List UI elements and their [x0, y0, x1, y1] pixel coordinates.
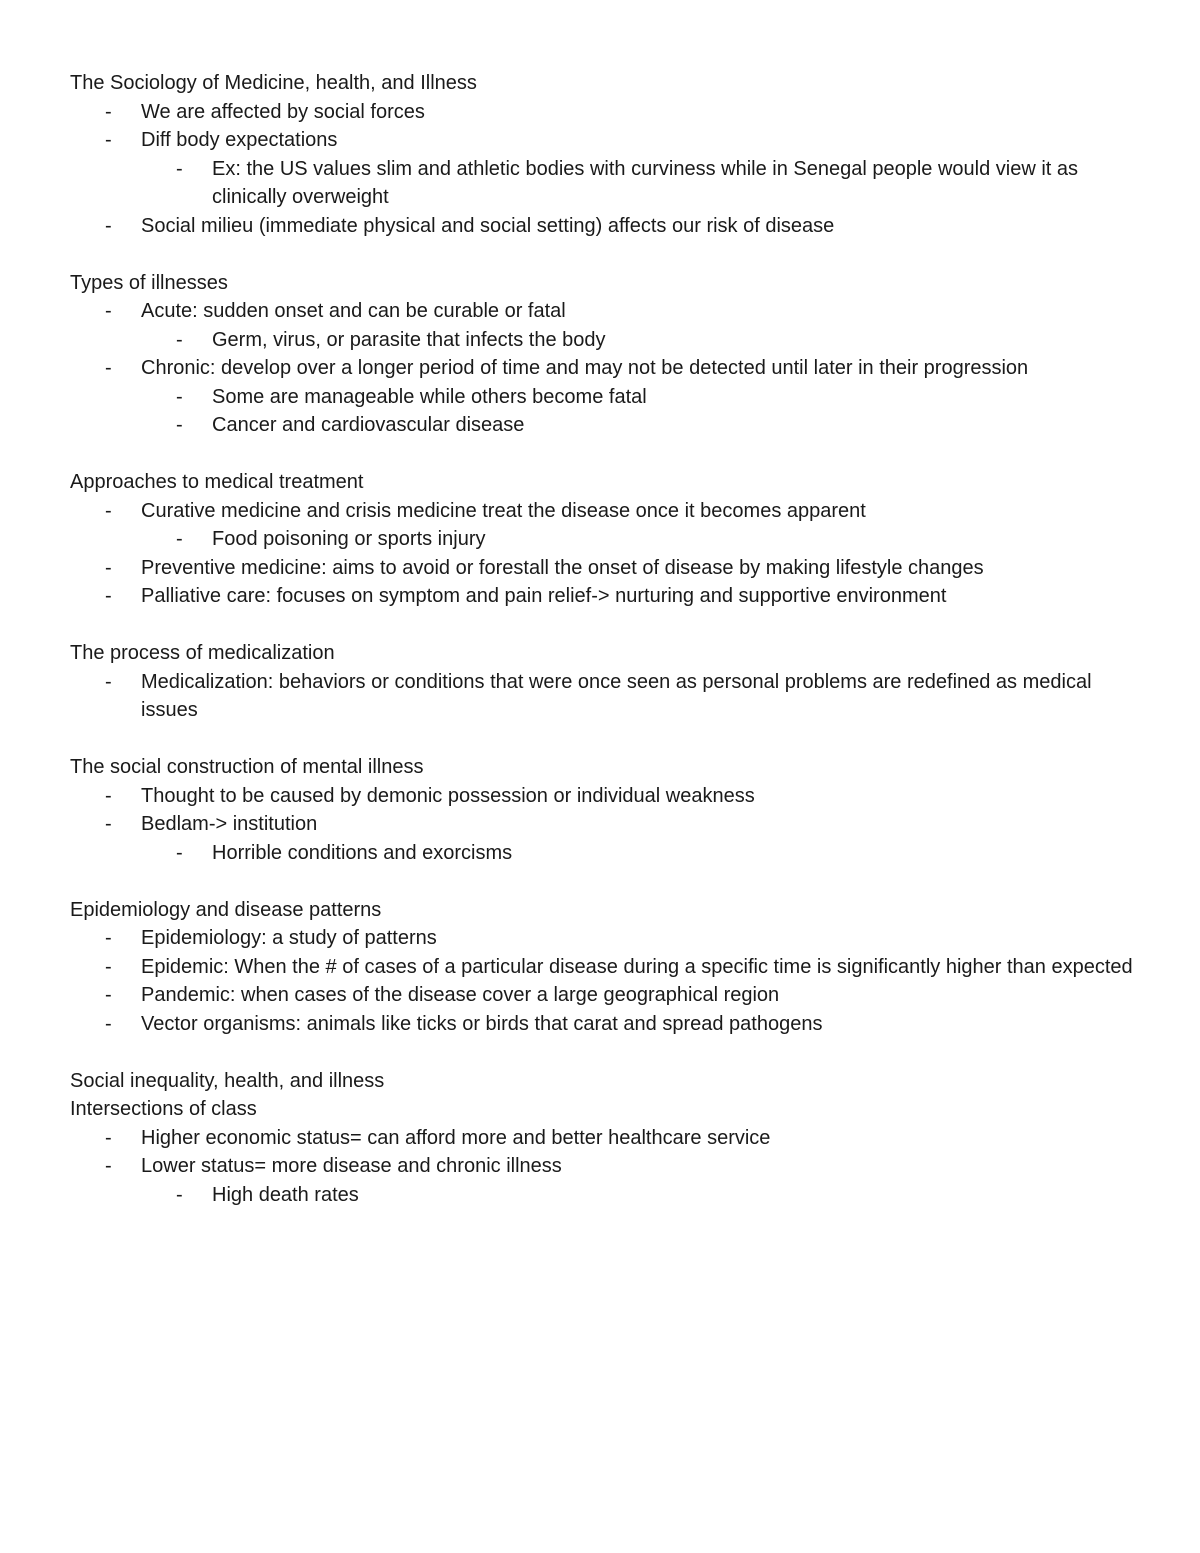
dash-marker: - [105, 129, 112, 151]
dash-marker: - [105, 784, 112, 807]
dash-marker: - [176, 328, 183, 351]
bullet-list [70, 497, 1140, 611]
note-section [70, 753, 1140, 867]
bullet-item [70, 981, 1140, 1010]
dash-marker: - [176, 385, 183, 408]
bullet-text: Palliative care: focuses on symptom and pain relief-> nurturing and supportive environment [141, 585, 947, 607]
bullet-text: Ex: the US values slim and athletic bodies with curviness while in Senegal people would view it as clinically overweight [212, 157, 1079, 208]
bullet-list [70, 782, 1140, 868]
bullet-item [70, 497, 1140, 526]
bullet-text: Horrible conditions and exorcisms [212, 841, 513, 864]
bullet-item [70, 924, 1140, 953]
bullet-text: Epidemiology: a study of patterns [141, 927, 437, 949]
bullet-text: High death rates [212, 1183, 359, 1206]
bullet-text: Germ, virus, or parasite that infects the body [212, 328, 606, 351]
bullet-item [70, 354, 1140, 383]
dash-marker: - [105, 984, 112, 1006]
bullet-item [70, 212, 1140, 241]
bullet-text: Some are manageable while others become fatal [212, 385, 647, 408]
dash-marker: - [105, 927, 112, 949]
bullet-text: Higher economic status= can afford more and better healthcare service [141, 1126, 771, 1149]
section-heading: The social construction of mental illness [70, 756, 424, 778]
section-heading: Approaches to medical treatment [70, 471, 364, 493]
bullet-text: Pandemic: when cases of the disease cover a large geographical region [141, 984, 780, 1006]
bullet-item [70, 1124, 1140, 1153]
sub-bullet-item [70, 155, 1140, 212]
bullet-text: Curative medicine and crisis medicine treat the disease once it becomes apparent [141, 499, 866, 522]
bullet-text: Bedlam-> institution [141, 813, 318, 835]
dash-marker: - [105, 499, 112, 522]
bullet-item [70, 1010, 1140, 1039]
dash-marker: - [105, 214, 112, 237]
bullet-text: We are affected by social forces [141, 100, 425, 123]
dash-marker: - [105, 1155, 112, 1177]
note-section [70, 69, 1140, 240]
dash-marker: - [105, 813, 112, 835]
bullet-item [70, 98, 1140, 127]
dash-marker: - [105, 1012, 112, 1035]
sub-bullet-item [70, 1181, 1140, 1210]
bullet-text: Diff body expectations [141, 129, 338, 151]
dash-marker: - [176, 1183, 183, 1206]
section-subheading: Intersections of class [70, 1098, 257, 1120]
dash-marker: - [105, 955, 112, 978]
bullet-list [70, 924, 1140, 1038]
bullet-text: Acute: sudden onset and can be curable or fatal [141, 300, 566, 322]
dash-marker: - [176, 528, 183, 550]
note-section [70, 269, 1140, 440]
section-heading: Social inequality, health, and illness [70, 1069, 385, 1092]
dash-marker: - [105, 670, 112, 693]
bullet-item [70, 953, 1140, 982]
bullet-text: Social milieu (immediate physical and social setting) affects our risk of disease [141, 214, 835, 237]
sub-bullet-item [70, 383, 1140, 412]
sub-bullet-item [70, 326, 1140, 355]
bullet-list [70, 297, 1140, 440]
bullet-list [70, 98, 1140, 241]
dash-marker: - [105, 585, 112, 607]
bullet-text: Preventive medicine: aims to avoid or forestall the onset of disease by making lifestyle changes [141, 556, 984, 579]
note-section [70, 1067, 1140, 1210]
bullet-item [70, 668, 1140, 725]
document-body [70, 69, 1140, 1209]
bullet-text: Food poisoning or sports injury [212, 528, 486, 550]
note-section [70, 468, 1140, 611]
bullet-item [70, 810, 1140, 839]
sub-bullet-item [70, 839, 1140, 868]
dash-marker: - [176, 841, 183, 864]
dash-marker: - [105, 357, 112, 379]
section-heading: The Sociology of Medicine, health, and Illness [70, 72, 477, 94]
note-section [70, 896, 1140, 1039]
bullet-text: Epidemic: When the # of cases of a particular disease during a specific time is significantly higher than expected [141, 955, 1133, 978]
note-section [70, 639, 1140, 725]
bullet-text: Chronic: develop over a longer period of time and may not be detected until later in their progression [141, 357, 1029, 379]
sub-bullet-item [70, 411, 1140, 440]
dash-marker: - [105, 300, 112, 322]
dash-marker: - [105, 1126, 112, 1149]
section-heading: Types of illnesses [70, 271, 228, 294]
dash-marker: - [105, 100, 112, 123]
sub-bullet-item [70, 525, 1140, 554]
section-heading: Epidemiology and disease patterns [70, 898, 382, 921]
bullet-item [70, 554, 1140, 583]
bullet-text: Thought to be caused by demonic possession or individual weakness [141, 784, 755, 807]
bullet-item [70, 1152, 1140, 1181]
bullet-list [70, 1124, 1140, 1210]
bullet-text: Cancer and cardiovascular disease [212, 414, 525, 436]
bullet-text: Lower status= more disease and chronic illness [141, 1155, 562, 1177]
bullet-item [70, 782, 1140, 811]
dash-marker: - [176, 414, 183, 436]
bullet-item [70, 126, 1140, 155]
bullet-item [70, 582, 1140, 611]
dash-marker: - [176, 157, 183, 180]
bullet-text: Medicalization: behaviors or conditions that were once seen as personal problems are redefined as medical issues [141, 670, 1092, 721]
dash-marker: - [105, 556, 112, 579]
section-heading: The process of medicalization [70, 642, 335, 664]
bullet-list [70, 668, 1140, 725]
bullet-item [70, 297, 1140, 326]
bullet-text: Vector organisms: animals like ticks or birds that carat and spread pathogens [141, 1012, 823, 1035]
